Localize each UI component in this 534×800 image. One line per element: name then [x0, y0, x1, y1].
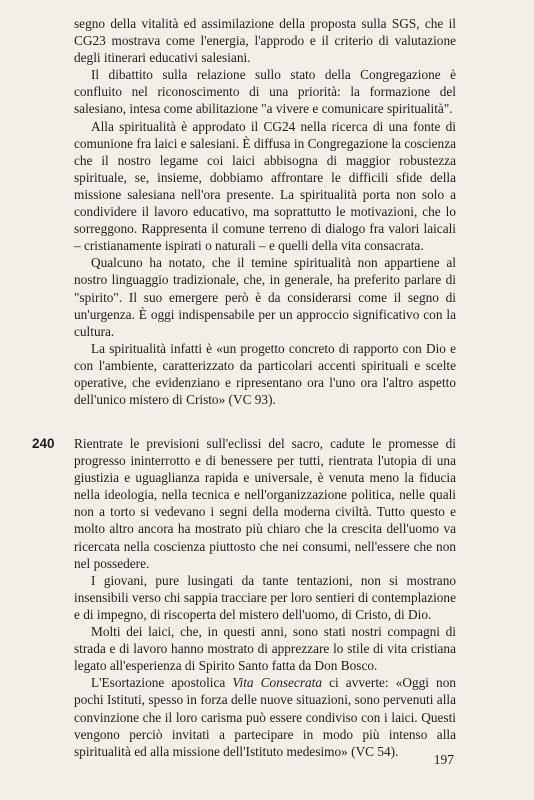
top-text-block [74, 15, 456, 408]
paragraph: Rientrate le previsioni sull'eclissi del sacro, cadute le promesse di progresso ininterrotto e di benessere per tutti, rientrata l'utopia di una giustizia e uguaglianza rapida e universale, è venuta meno la fiducia nella ideologia, nella tecnica e nell'organizzazione politica, nelle quali non a torto si vedevano i segni della moderna civiltà. Tutto questo e molto altro ancora ha mostrato più chiaro che la crescita dell'uomo va ricercata nella coscienza piuttosto che nei consumi, nell'essere che non nel possedere. [74, 436, 456, 571]
section-number: 240 [32, 436, 55, 451]
paragraph: I giovani, pure lusingati da tante tentazioni, non si mostrano insensibili verso chi sappia tracciare per loro sentieri di contemplazione e di impegno, di riscoperta del mistero dell'uomo, di Cristo, di Dio. [74, 572, 456, 622]
bottom-text-block [74, 435, 456, 760]
paragraph: Qualcuno ha notato, che il temine spiritualità non appartiene al nostro linguaggio tradizionale, che, in generale, ha preferito parlare di "spirito". Il suo emergere però è da considerarsi come il segno di un'urgenza. È oggi indispensabile per un approccio significativo con la cultura. [74, 255, 456, 339]
paragraph: Molti dei laici, che, in questi anni, sono stati nostri compagni di strada e di lavoro hanno mostrato di apprezzare lo stile di vita cristiana legato all'esperienza di Spirito Santo fatta da Don Bosco. [74, 624, 456, 674]
paragraph: La spiritualità infatti è «un progetto concreto di rapporto con Dio e con l'ambiente, caratterizzato da particolari accenti spirituali e scelte operative, che evidenziano e ripresentano ora l'uno ora l'altro aspetto dell'unico mistero di Cristo» (VC 93). [74, 340, 456, 408]
paragraph: Alla spiritualità è approdato il CG24 nella ricerca di una fonte di comunione fra laici e salesiani. È diffusa in Congregazione la coscienza che il nostro legame coi laici abbisogna di maggior robustezza spirituale, se, insieme, dobbiamo affrontare le difficili sfide della missione salesiana nell'ora presente. La spiritualità porta non solo a condividere il lavoro educativo, ma soprattutto le motivazioni, che lo sorreggono. Rappresenta il comune terreno di dialogo fra valori laicali – cristianamente ispirati o naturali – e quelli della vita consacrata. [74, 118, 456, 254]
text-span: ci avverte: «Oggi non pochi Istituti, spesso in forza delle nuove situazioni, sono pervenuti alla convinzione che il loro carisma può essere condiviso con i laici. Questi vengono perciò invitati a partecipare in modo più intenso alla spiritualità ed alla missione dell'Istituto medesimo» (VC 54). [74, 675, 457, 759]
document-title: Vita Consecrata [232, 675, 322, 691]
paragraph: Il dibattito sulla relazione sullo stato della Congregazione è confluito nel riconoscimento di una priorità: la formazione del salesiano, intesa come abilitazione "a vivere e comunicare spiritualità". [74, 67, 456, 117]
text-span: L'Esortazione apostolica [91, 675, 233, 691]
paragraph: segno della vitalità ed assimilazione della proposta sulla SGS, che il CG23 mostrava come l'energia, l'approdo e il criterio di valutazione degli itinerari educativi salesiani. [74, 16, 456, 66]
paragraph-last [74, 674, 456, 759]
page-number: 197 [433, 752, 454, 767]
